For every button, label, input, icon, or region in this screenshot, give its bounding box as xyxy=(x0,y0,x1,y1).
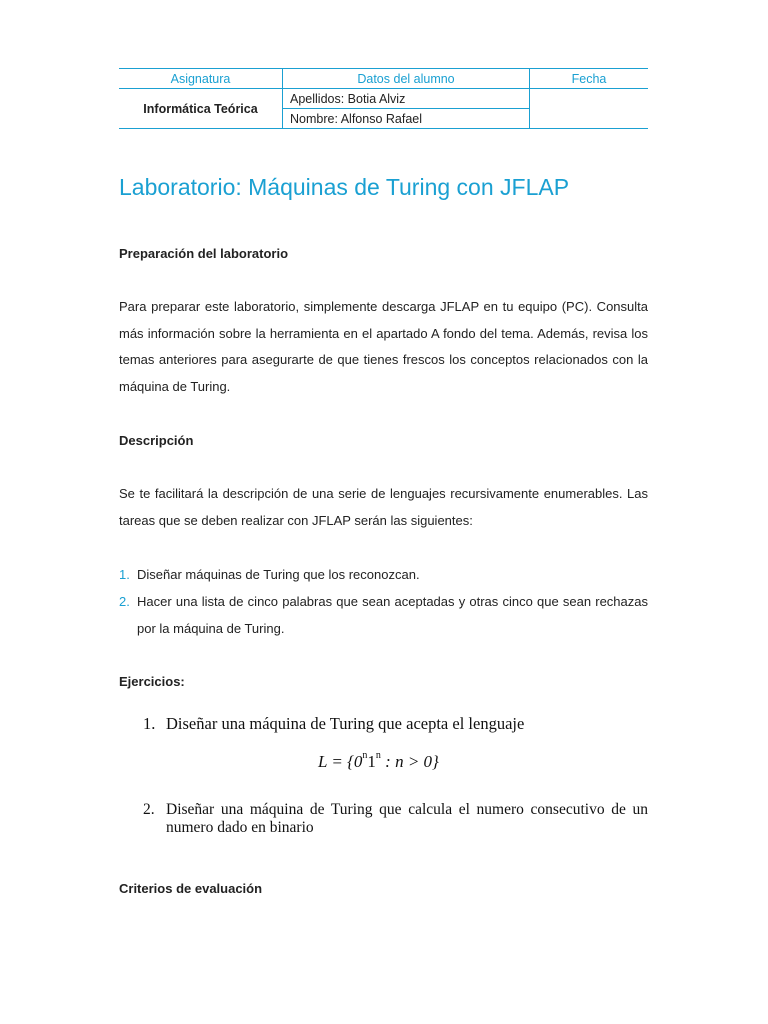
col-date-header: Fecha xyxy=(530,69,649,89)
list-item-text: Diseñar máquinas de Turing que los reconozcan. xyxy=(137,567,420,582)
formula-exponent-1: n xyxy=(362,750,368,762)
exercise-2 xyxy=(143,801,648,837)
list-item xyxy=(119,561,648,588)
formula-rhs: : n > 0} xyxy=(380,752,439,771)
language-formula xyxy=(318,752,439,772)
criteria-heading: Criterios de evaluación xyxy=(119,881,263,896)
formula-exponent-2: n xyxy=(375,750,381,762)
exercise-1 xyxy=(143,714,524,734)
prep-paragraph: Para preparar este laboratorio, simplemente descarga JFLAP en tu equipo (PC). Consulta más información sobre la herramienta en el apartado A fondo del tema. Además, revisa los temas anteriores para asegurarte de que tienes frescos los conceptos relacionados con la máquina de Turing. xyxy=(119,299,648,394)
task-list xyxy=(119,561,648,642)
exercise-text: Diseñar una máquina de Turing que calcula el numero consecutivo de un numero dado en binario xyxy=(166,801,648,836)
exercise-number: 1. xyxy=(143,714,156,733)
surname-cell: Apellidos: Botia Alviz xyxy=(283,89,530,109)
list-item xyxy=(119,588,648,642)
description-heading: Descripción xyxy=(119,433,194,448)
list-number: 1. xyxy=(119,567,130,582)
header-table xyxy=(119,68,648,129)
prep-heading: Preparación del laboratorio xyxy=(119,246,289,261)
col-subject-header: Asignatura xyxy=(119,69,283,89)
page-title: Laboratorio: Máquinas de Turing con JFLAP xyxy=(119,174,570,200)
formula-lhs: L = {0 xyxy=(318,752,363,771)
formula-mid: 1 xyxy=(367,752,376,771)
name-cell: Nombre: Alfonso Rafael xyxy=(283,109,530,129)
list-item-text: Hacer una lista de cinco palabras que sean aceptadas y otras cinco que sean rechazas por la máquina de Turing. xyxy=(137,594,648,636)
list-number: 2. xyxy=(119,594,130,609)
subject-cell: Informática Teórica xyxy=(119,89,283,129)
date-cell xyxy=(530,89,649,129)
exercises-heading: Ejercicios: xyxy=(119,674,185,689)
exercise-text: Diseñar una máquina de Turing que acepta el lenguaje xyxy=(166,714,525,733)
exercise-number: 2. xyxy=(143,801,155,818)
col-student-header: Datos del alumno xyxy=(283,69,530,89)
description-paragraph: Se te facilitará la descripción de una serie de lenguajes recursivamente enumerables. Las tareas que se deben realizar con JFLAP serán las siguientes: xyxy=(119,486,648,528)
